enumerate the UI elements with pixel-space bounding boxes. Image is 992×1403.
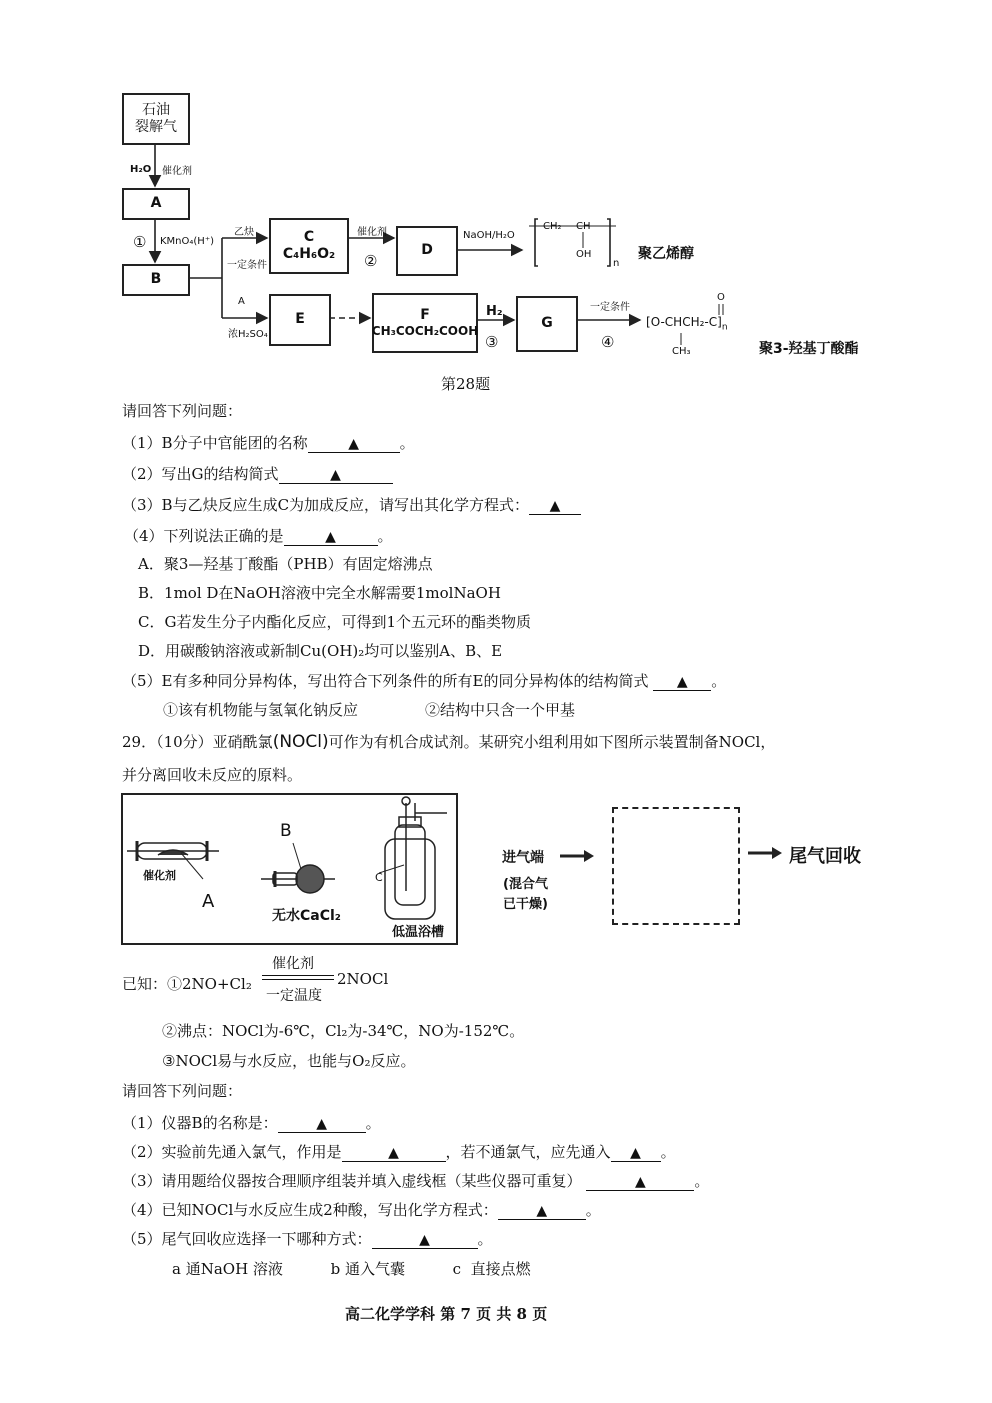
q28-option-a: A．聚3—羟基丁酸酯（PHB）有固定熔沸点: [138, 555, 433, 573]
apparatus-c-label: C: [375, 871, 383, 884]
q29-item-1: [122, 1112, 381, 1133]
triangle-marker: ▲: [676, 674, 688, 690]
q28-item-2: [122, 463, 393, 484]
equilibrium-line: [262, 975, 334, 976]
phb-main: O-CHCH₂-C: [650, 315, 718, 329]
condition-label-1: 一定条件: [227, 260, 267, 271]
compound-b-label: B: [150, 271, 162, 288]
phb-methyl: CH₃: [672, 346, 691, 357]
triangle-marker: ▲: [316, 1116, 327, 1132]
compound-g-box: [516, 296, 578, 352]
catalyst-label-1: 催化剂: [162, 166, 192, 177]
q29-item-4-end: 。: [585, 1201, 601, 1219]
q29-item-4: [122, 1199, 601, 1220]
compound-c-box: [269, 218, 349, 274]
q29-options: a 通NaOH 溶液 b 通入气囊 c 直接点燃: [172, 1260, 531, 1278]
compound-e-box: [269, 294, 331, 346]
apparatus-cacl2-label: 无水CaCl₂: [272, 908, 341, 924]
triangle-marker: ▲: [325, 529, 336, 545]
q29-item-5-text: （5）尾气回收应选择一下哪种方式：: [122, 1230, 372, 1248]
triangle-marker: ▲: [388, 1145, 399, 1161]
known-label: 已知：: [122, 975, 168, 993]
h2so4-label: 浓H₂SO₄: [228, 329, 268, 340]
figure-caption-28: 第28题: [441, 375, 491, 393]
q29-item-1-end: 。: [365, 1114, 381, 1132]
compound-d-label: D: [421, 242, 433, 259]
q29-item-2-end: 。: [660, 1143, 676, 1161]
pva-oh: OH: [576, 249, 592, 260]
equilibrium-line-2: [262, 979, 334, 980]
q29-header: [122, 731, 775, 752]
inlet-arrow-icon: [558, 848, 598, 864]
known-reaction: [122, 973, 252, 994]
q29-item-5: [122, 1228, 493, 1249]
kmno4-label: KMnO₄(H⁺): [160, 236, 215, 247]
h2o-label: H₂O: [130, 164, 152, 175]
q28-item-2-text: （2）写出G的结构简式: [122, 465, 279, 483]
inlet-label: 进气端: [502, 850, 544, 866]
q28-item-3-text: （3）B与乙炔反应生成C为加成反应，请写出其化学方程式：: [122, 496, 530, 514]
apparatus-catalyst-label: 催化剂: [143, 869, 176, 882]
phb-carbonyl-o: O: [717, 292, 725, 303]
q29-header-line-2: 并分离回收未反应的原料。: [122, 766, 303, 784]
phb-name: 聚3-羟基丁酸酯: [759, 341, 859, 357]
compound-d-box: [396, 226, 458, 276]
inlet-note-1: (混合气: [503, 877, 548, 892]
q29-item-1-text: （1）仪器B的名称是：: [122, 1114, 278, 1132]
acetylene-label: 乙炔: [234, 227, 254, 238]
answer-blank: [279, 466, 393, 484]
compound-a-box: [122, 188, 190, 220]
q29-header-c: 可作为有机合成试剂。某研究小组利用如下图所示装置制备NOCl，: [328, 733, 776, 751]
q28-option-b: B．1mol D在NaOH溶液中完全水解需要1molNaOH: [138, 584, 501, 602]
phb-chain: $[O-CHCH_2-C]_n$: [646, 315, 728, 333]
answer-blank: [586, 1173, 694, 1191]
answer-blank: [372, 1231, 478, 1249]
q28-condition-2: ②结构中只含一个甲基: [425, 701, 576, 719]
compound-c-label: C: [303, 228, 315, 245]
compound-e-label: E: [295, 311, 305, 328]
triangle-marker: ▲: [419, 1232, 430, 1248]
apparatus-bath-label: 低温浴槽: [392, 925, 445, 940]
q28-item-1-end: 。: [399, 434, 415, 452]
answer-blank: [342, 1144, 446, 1162]
q29-header-a: 29．（10分）亚硝酰氯: [122, 733, 273, 751]
apparatus-a-label: A: [202, 891, 215, 912]
q28-item-1-text: （1）B分子中官能团的名称: [122, 434, 308, 452]
known-boiling-points: ②沸点：NOCl为-6℃，Cl₂为-34℃，NO为-152℃。: [162, 1022, 525, 1040]
answer-blank: [611, 1144, 661, 1162]
known1-product: 2NOCl: [337, 970, 389, 988]
petroleum-gas-label: 石油 裂解气: [135, 101, 177, 135]
triangle-marker: ▲: [348, 436, 359, 452]
answer-blank: [284, 528, 378, 546]
compound-b-box: [122, 264, 190, 296]
q29-item-4-text: （4）已知NOCl与水反应生成2种酸，写出化学方程式：: [122, 1201, 498, 1219]
known1-condition-bottom: 一定温度: [266, 988, 322, 1004]
apparatus-panel: [121, 793, 458, 945]
step-3-label: ③: [485, 333, 499, 351]
h2-label: H₂: [486, 304, 503, 319]
reagent-a-label: A: [238, 296, 245, 307]
petroleum-gas-box: [122, 93, 190, 145]
q28-option-c: C．G若发生分子内酯化反应，可得到1个五元环的酯类物质: [138, 613, 532, 631]
triangle-marker: ▲: [330, 467, 341, 483]
answer-blank: [498, 1202, 586, 1220]
triangle-marker: ▲: [549, 498, 561, 514]
page-footer: 高二化学学科 第 7 页 共 8 页: [345, 1305, 548, 1323]
compound-f-label: F: [420, 306, 430, 323]
known1-condition-top: 催化剂: [272, 956, 314, 972]
q28-item-4-end: 。: [377, 527, 393, 545]
q28-item-1: [122, 432, 415, 453]
triangle-marker: ▲: [630, 1145, 641, 1161]
answer-blank: [653, 673, 711, 691]
outlet-label: 尾气回收: [789, 846, 861, 867]
triangle-marker: ▲: [634, 1174, 646, 1190]
compound-c-formula: C₄H₆O₂: [282, 246, 336, 262]
pva-n: n: [613, 258, 620, 269]
step-1-label: ①: [133, 233, 147, 251]
q28-item-5: [122, 670, 726, 691]
q29-header-formula: (NOCl): [272, 732, 329, 752]
compound-g-label: G: [541, 315, 553, 332]
answer-blank: [278, 1115, 366, 1133]
q29-item-2-text: （2）实验前先通入氯气，作用是: [122, 1143, 342, 1161]
q28-item-3: [122, 494, 581, 515]
answer-blank: [308, 435, 400, 453]
q29-item-3-end: 。: [694, 1172, 710, 1190]
inlet-note-2: 已干燥): [503, 897, 548, 912]
pva-ch: CH: [576, 221, 591, 232]
q28-item-4-text: （4）下列说法正确的是: [124, 527, 284, 545]
q29-intro: 请回答下列问题：: [122, 1082, 243, 1100]
assembly-dashed-box: [612, 807, 740, 925]
q29-item-2: [122, 1141, 676, 1162]
catalyst-label-2: 催化剂: [357, 227, 387, 238]
q29-item-5-end: 。: [477, 1230, 493, 1248]
phb-n: n: [721, 322, 728, 333]
q29-item-3-text: （3）请用题给仪器按合理顺序组装并填入虚线框（某些仪器可重复）: [122, 1172, 582, 1190]
q28-item-5-end: 。: [711, 672, 727, 690]
outlet-arrow-icon: [746, 845, 786, 861]
apparatus-b-label: B: [280, 821, 292, 841]
q29-item-3: [122, 1170, 709, 1191]
compound-f-formula: CH₃COCH₂COOH: [371, 324, 479, 339]
answer-blank: [529, 497, 581, 515]
known-reactivity: ③NOCl易与水反应，也能与O₂反应。: [162, 1052, 416, 1070]
triangle-marker: ▲: [536, 1203, 548, 1219]
q28-item-4: [124, 525, 393, 546]
compound-f-box: [372, 293, 478, 353]
compound-a-label: A: [150, 195, 162, 212]
q28-option-d: D．用碳酸钠溶液或新制Cu(OH)₂均可以鉴别A、B、E: [138, 642, 503, 660]
condition-label-2: 一定条件: [590, 302, 630, 313]
step-2-label: ②: [364, 252, 378, 270]
q28-intro: 请回答下列问题：: [122, 402, 243, 420]
pva-name: 聚乙烯醇: [638, 246, 694, 262]
q29-item-2-mid: ，若不通氯气，应先通入: [445, 1143, 611, 1161]
pva-ch2: CH₂: [543, 221, 562, 232]
step-4-label: ④: [601, 333, 615, 351]
naoh-label: NaOH/H₂O: [463, 230, 515, 241]
q28-item-5-text: （5）E有多种同分异构体，写出符合下列条件的所有E的同分异构体的结构简式: [122, 672, 649, 690]
q28-condition-1: ①该有机物能与氢氧化钠反应: [163, 701, 359, 719]
known1-reactants: ①2NO+Cl₂: [167, 975, 252, 993]
